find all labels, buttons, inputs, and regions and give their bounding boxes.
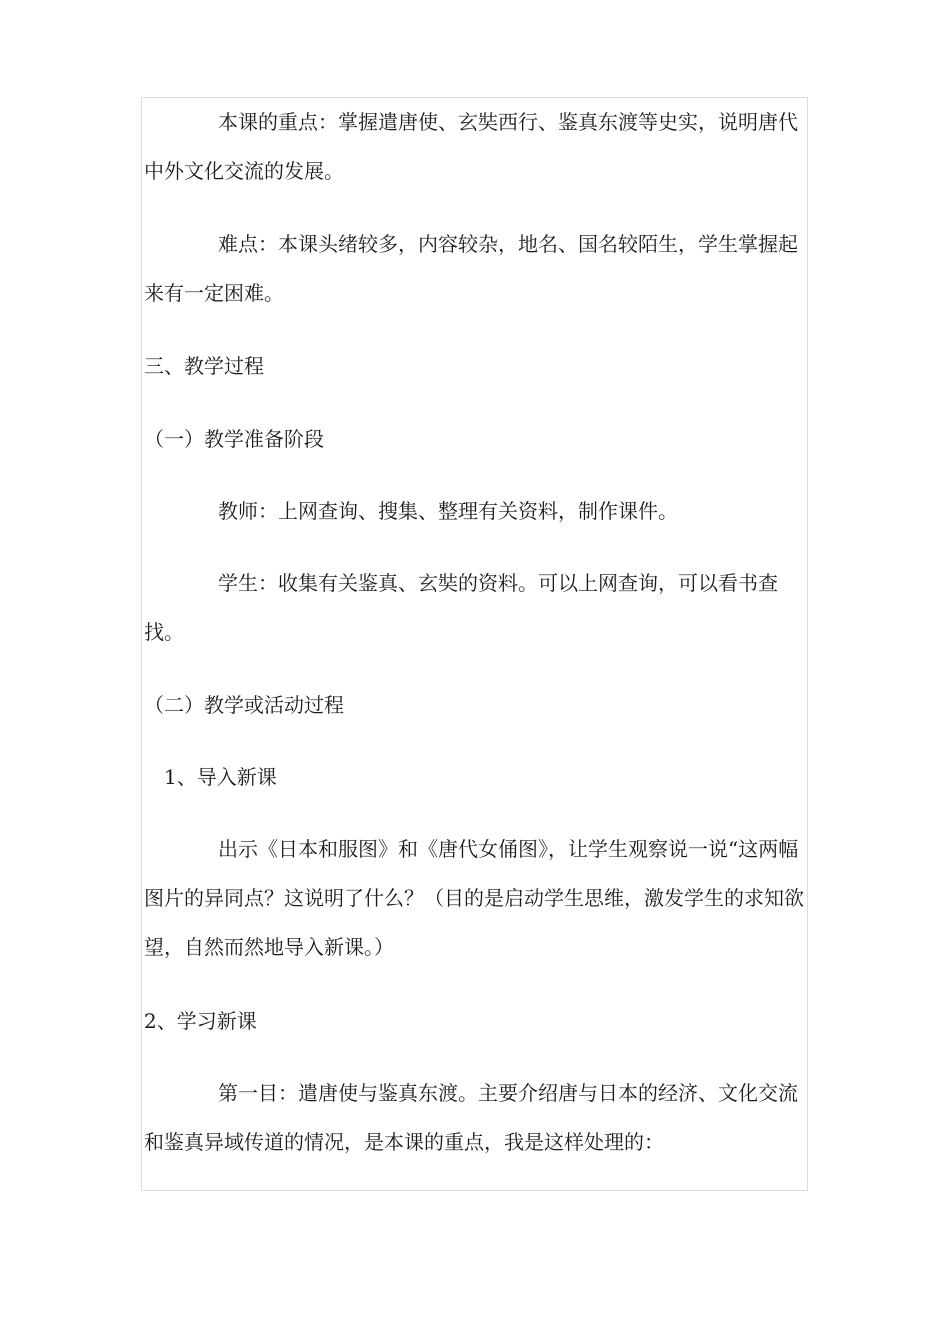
section-heading-teaching-process: 三、教学过程 <box>144 354 264 378</box>
item-heading-introduction: 1、导入新课 <box>164 765 277 789</box>
subsection-heading-preparation: （一）教学准备阶段 <box>144 427 324 451</box>
teacher-preparation-paragraph: 教师：上网查询、搜集、整理有关资料，制作课件。 <box>218 499 678 523</box>
subsection-heading-activity-process: （二）教学或活动过程 <box>144 693 344 717</box>
key-points-paragraph: 本课的重点：掌握遣唐使、玄奘西行、鉴真东渡等史实，说明唐代中外文化交流的发展。 <box>144 110 798 183</box>
new-lesson-paragraph: 第一目：遣唐使与鉴真东渡。主要介绍唐与日本的经济、文化交流和鉴真异域传道的情况，是本课的重点，我是这样处理的： <box>144 1081 798 1154</box>
introduction-paragraph: 出示《日本和服图》和《唐代女俑图》，让学生观察说一说“这两幅图片的异同点？这说明了什么？（目的是启动学生思维，激发学生的求知欲望，自然而然地导入新课。） <box>144 837 804 959</box>
item-heading-new-lesson: 2、学习新课 <box>144 1009 257 1033</box>
difficulties-paragraph: 难点：本课头绪较多，内容较杂，地名、国名较陌生，学生掌握起来有一定困难。 <box>144 232 798 305</box>
student-preparation-paragraph: 学生：收集有关鉴真、玄奘的资料。可以上网查询，可以看书查找。 <box>144 571 778 644</box>
